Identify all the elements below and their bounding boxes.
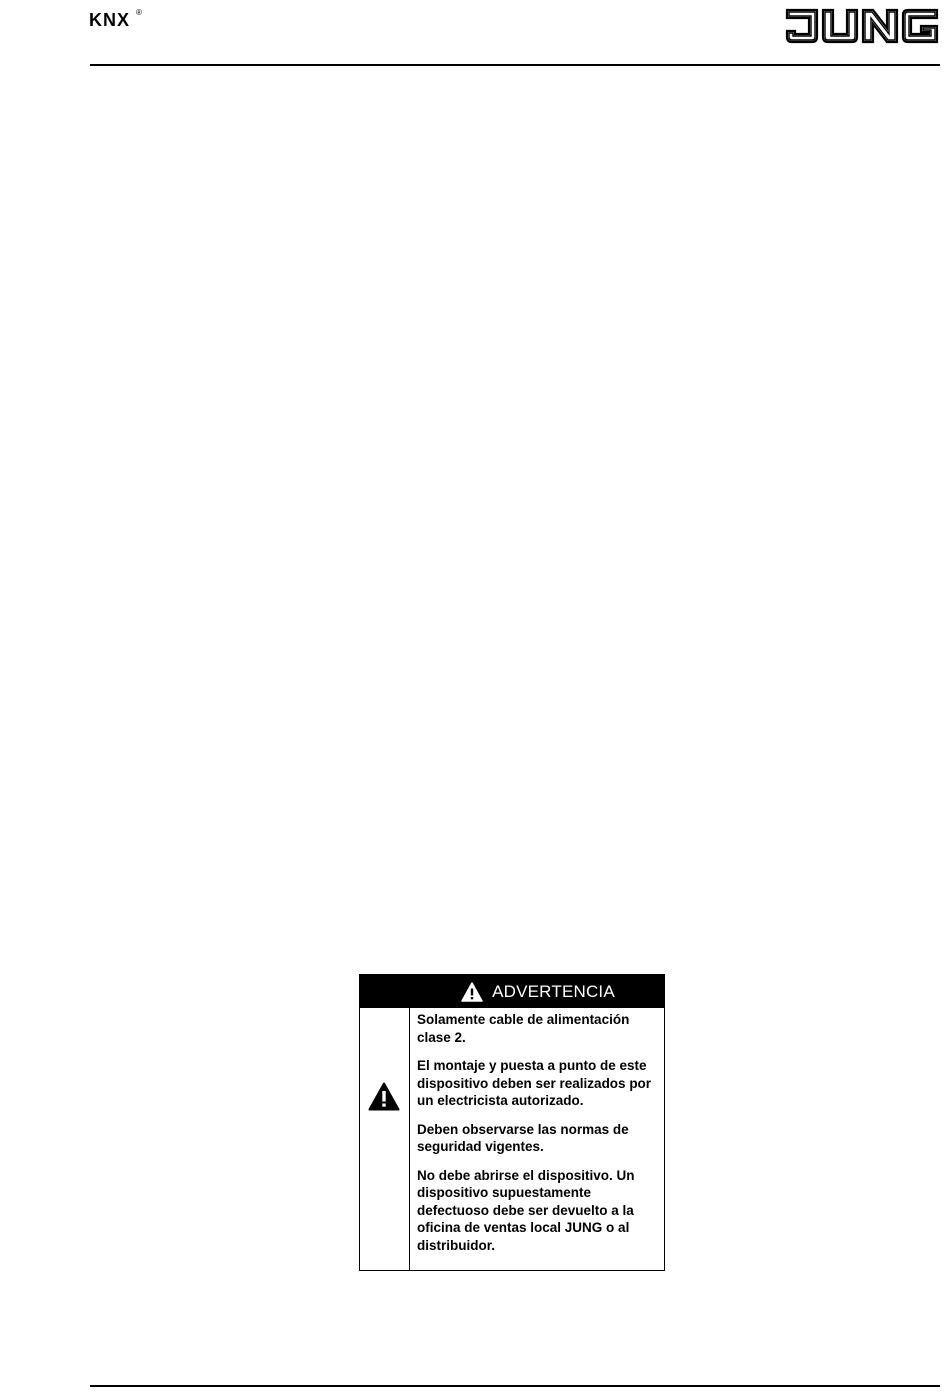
warning-paragraph: Deben observarse las normas de seguridad vigentes. (417, 1121, 629, 1154)
warning-paragraph: Solamente cable de alimentación clase 2. (417, 1012, 630, 1045)
warning-title: ADVERTENCIA (492, 981, 615, 1001)
footer-divider (90, 1385, 940, 1387)
registered-mark: ® (136, 8, 142, 17)
header-divider (90, 64, 940, 66)
warning-icon-column (360, 1008, 410, 1270)
jung-logo (785, 6, 939, 46)
warning-header (360, 975, 664, 1008)
warning-triangle-icon (461, 982, 483, 1002)
knx-logo (89, 9, 149, 33)
warning-text (417, 1011, 658, 1265)
warning-triangle-icon (368, 1082, 400, 1111)
knx-logo-text: KNX (89, 10, 131, 30)
warning-box (359, 974, 665, 1271)
warning-paragraph: El montaje y puesta a punto de este dispositivo deben ser realizados por un electricista autorizado. (417, 1058, 652, 1108)
warning-paragraph: No debe abrirse el dispositivo. Un dispositivo supuestamente defectuoso debe ser devuelto a la oficina de ventas local JUNG o al distribuidor. (417, 1167, 635, 1253)
